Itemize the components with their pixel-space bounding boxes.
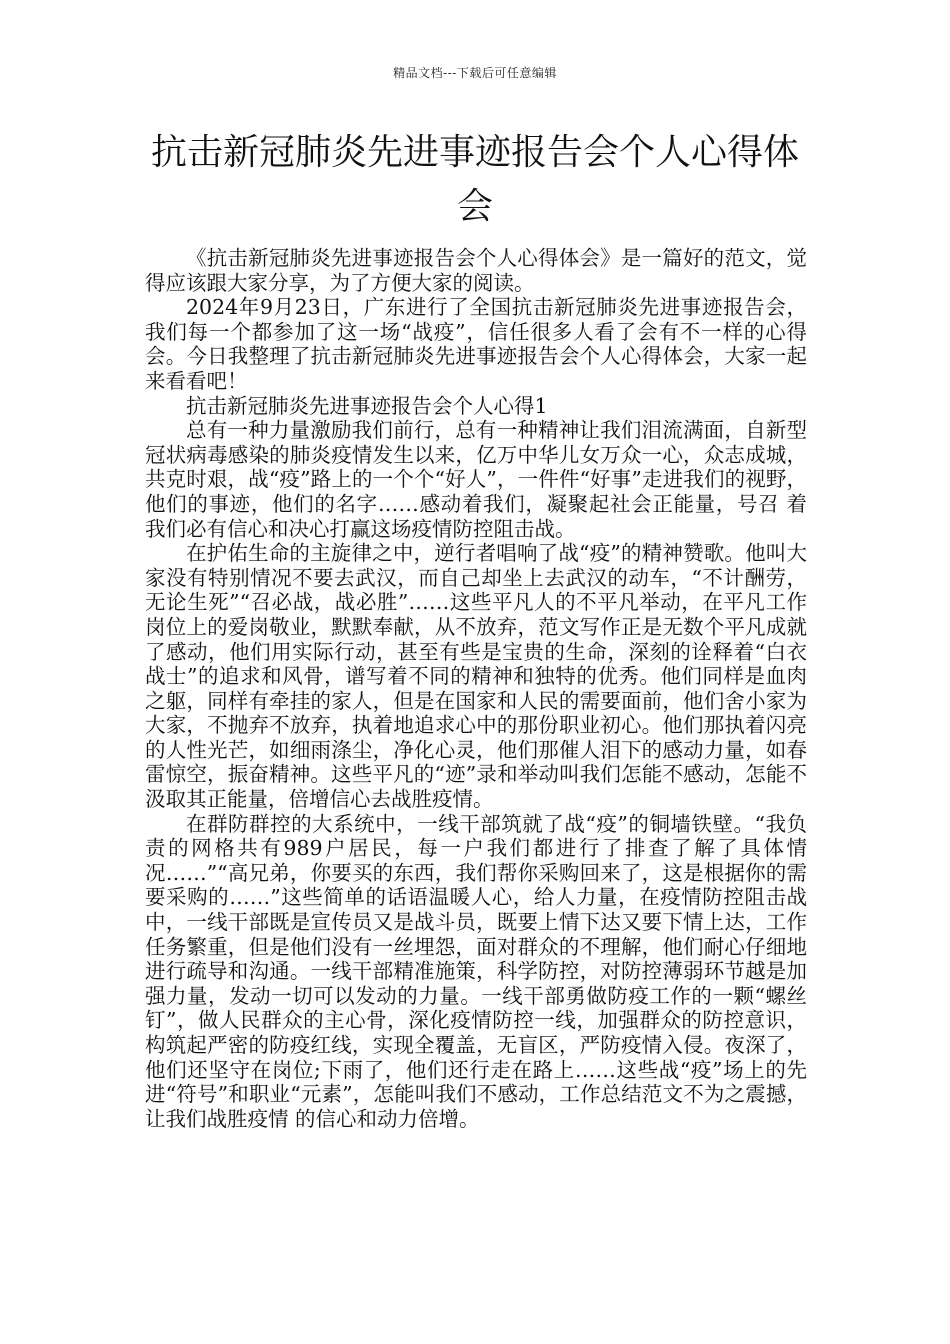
document-title: 抗击新冠肺炎先进事迹报告会个人心得体会 xyxy=(150,132,799,227)
paragraph-body: 在护佑生命的主旋律之中，逆行者唱响了战“疫”的精神赞歌。他叫大家没有特别情况不要去武汉，而自己却坐上去武汉的动车，“不计酬劳，无论生死”“召必战，战必胜”……这些平凡人的不平凡举动，在平凡工作岗位上的爱岗敬业，默默奉献，从不放弃，范文写作正是无数个平凡成就了感动，他们用实际行动，甚至有些是宝贵的生命，深刻的诠释着“白衣战士”的追求和风骨，谱写着不同的精神和独特的优秀。他们同样是血肉之躯，同样有牵挂的家人，但是在国家和人民的需要面前，他们舍小家为大家，不抛弃不放弃，执着地追求心中的那份职业初心。他们那执着闪亮的人性光芒，如细雨涤尘，净化心灵，他们那催人泪下的感动力量，如春雷惊空，振奋精神。这些平凡的“迹”录和举动叫我们怎能不感动，怎能不汲取其正能量，倍增信心去战胜疫情。 xyxy=(145,541,807,812)
page-header-note: 精品文档---下载后可任意编辑 xyxy=(393,66,557,80)
paragraph-background: 2024年9月23日，广东进行了全国抗击新冠肺炎先进事迹报告会，我们每一个都参加了这一场“战疫”，信任很多人看了会有不一样的心得会。今日我整理了抗击新冠肺炎先进事迹报告会个人心得体会，大家一起来看看吧！ xyxy=(145,295,807,393)
paragraph-body: 总有一种力量激励我们前行，总有一种精神让我们泪流满面，自新型冠状病毒感染的肺炎疫情发生以来，亿万中华儿女万众一心，众志成城，共克时艰，战“疫”路上的一个个“好人”，一件件“好事”走进我们的视野，他们的事迹，他们的名字……感动着我们，凝聚起社会正能量，号召 着我们必有信心和决心打赢这场疫情防控阻击战。 xyxy=(145,418,807,541)
document-body xyxy=(145,246,807,1131)
paragraph-body: 在群防群控的大系统中，一线干部筑就了战“疫”的铜墙铁壁。“我负责的网格共有989户居民，每一户我们都进行了排查了解了具体情况……”“高兄弟，你要买的东西，我们帮你采购回来了，这是根据你的需要采购的……”这些简单的话语温暖人心，给人力量，在疫情防控阻击战中，一线干部既是宣传员又是战斗员，既要上情下达又要下情上达，工作任务繁重，但是他们没有一丝埋怨，面对群众的不理解，他们耐心仔细地进行疏导和沟通。一线干部精准施策，科学防控，对防控薄弱环节越是加强力量，发动一切可以发动的力量。一线干部勇做防疫工作的一颗“螺丝钉”，做人民群众的主心骨，深化疫情防控一线，加强群众的防控意识，构筑起严密的防疫红线，实现全覆盖，无盲区，严防疫情入侵。夜深了，他们还坚守在岗位;下雨了，他们还行走在路上……这些战“疫”场上的先进“符号”和职业“元素”，怎能叫我们不感动，工作总结范文不为之震撼，让我们战胜疫情 的信心和动力倍增。 xyxy=(145,811,807,1131)
section-heading: 抗击新冠肺炎先进事迹报告会个人心得1 xyxy=(186,393,548,418)
paragraph-intro: 《抗击新冠肺炎先进事迹报告会个人心得体会》是一篇好的范文，觉得应该跟大家分享，为了方便大家的阅读。 xyxy=(145,246,807,295)
